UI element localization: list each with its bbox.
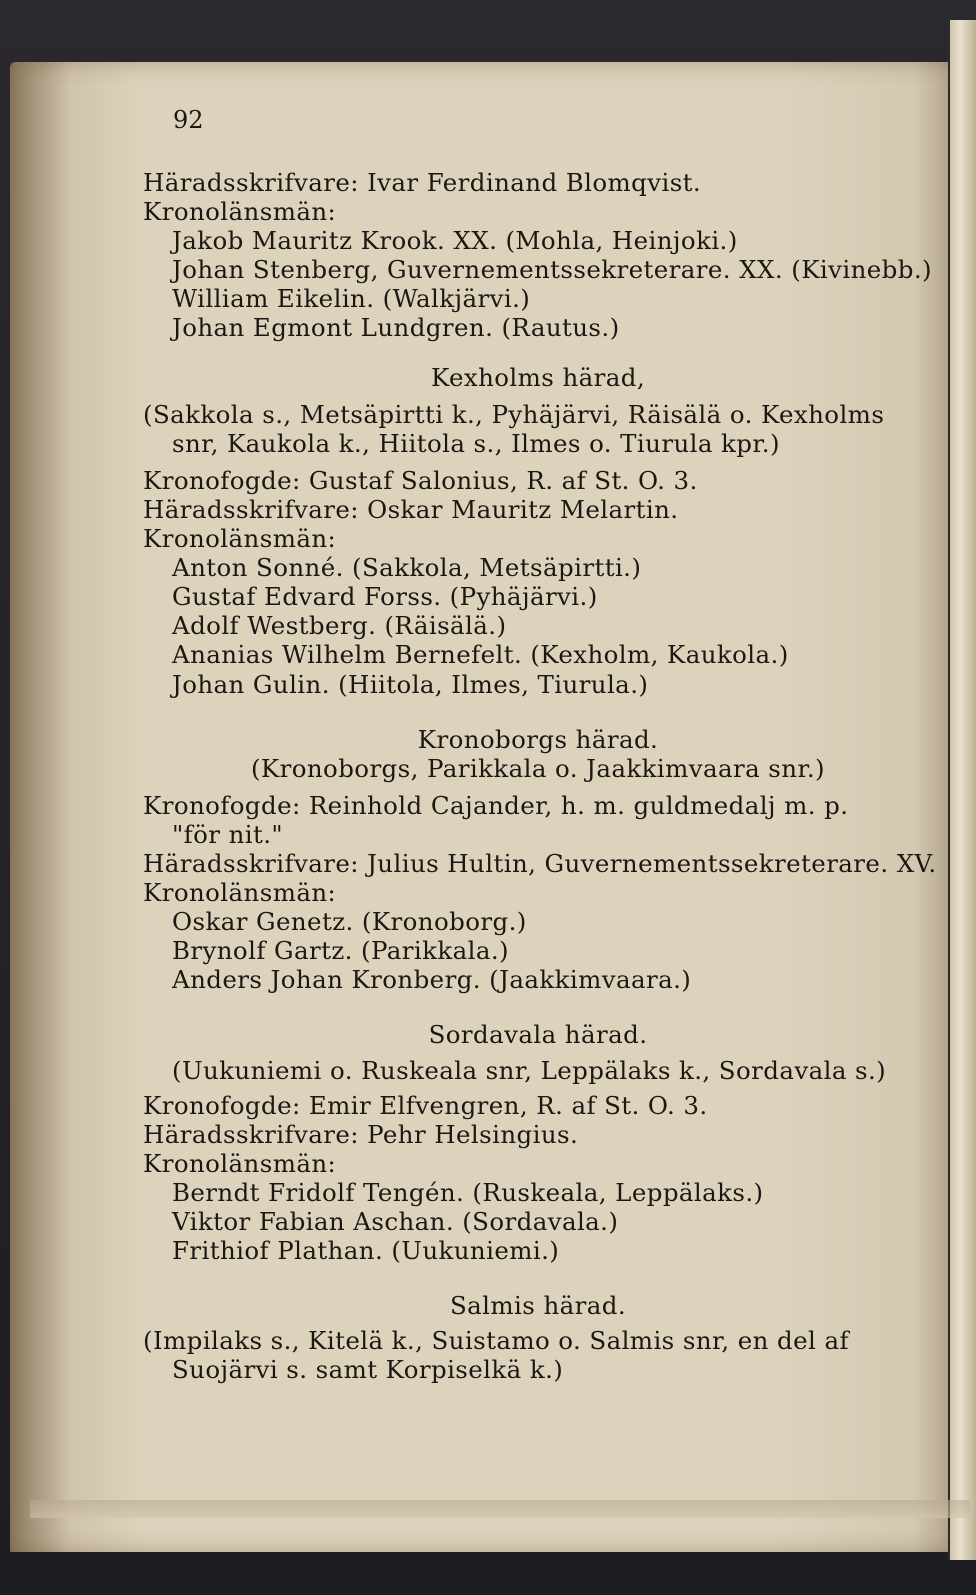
text-line: "för nit." <box>172 819 284 849</box>
text-line: (Sakkola s., Metsäpirtti k., Pyhäjärvi, Räisälä o. Kexholms <box>143 399 885 429</box>
text-line: Johan Stenberg, Guvernementssekreterare. XX. (Kivinebb.) <box>172 255 932 285</box>
text-line: Anders Johan Kronberg. (Jaakkimvaara.) <box>172 965 692 995</box>
page-gutter-shadow <box>10 62 70 1552</box>
page-bottom-edge <box>30 1500 970 1518</box>
text-line: Adolf Westberg. (Räisälä.) <box>172 611 507 641</box>
text-line: Häradsskrifvare: Julius Hultin, Guvernementssekreterare. XV. <box>143 848 937 878</box>
text-line: Häradsskrifvare: Ivar Ferdinand Blomqvist. <box>143 168 702 197</box>
text-line: Johan Gulin. (Hiitola, Ilmes, Tiurula.) <box>172 669 649 699</box>
page-edge <box>948 20 976 1560</box>
text-line: Berndt Fridolf Tengén. (Ruskeala, Leppälaks.) <box>172 1177 764 1207</box>
text-line: Ananias Wilhelm Bernefelt. (Kexholm, Kaukola.) <box>172 640 789 670</box>
text-line: Frithiof Plathan. (Uukuniemi.) <box>172 1236 560 1266</box>
text-line: Kronofogde: Reinhold Cajander, h. m. guldmedalj m. p. <box>143 790 849 820</box>
text-line: Häradsskrifvare: Oskar Mauritz Melartin. <box>143 494 679 524</box>
text-line: Kronolänsmän: <box>143 878 337 908</box>
text-line: Kronofogde: Gustaf Salonius, R. af St. O. 3. <box>143 465 698 495</box>
page-number: 92 <box>173 106 204 134</box>
section-heading: Kexholms härad, <box>430 362 646 392</box>
text-line: Gustaf Edvard Forss. (Pyhäjärvi.) <box>172 582 598 612</box>
text-line: Häradsskrifvare: Pehr Helsingius. <box>143 1119 579 1149</box>
text-line: Jakob Mauritz Krook. XX. (Mohla, Heinjoki.) <box>172 226 738 256</box>
section-heading: Sordavala härad. <box>428 1020 648 1050</box>
text-line: Kronolänsmän: <box>143 524 337 554</box>
page-text <box>143 110 937 1385</box>
section-heading: Salmis härad. <box>449 1291 627 1321</box>
text-line: Brynolf Gartz. (Parikkala.) <box>172 936 509 966</box>
text-line: Kronolänsmän: <box>143 197 337 227</box>
text-line: Kronofogde: Emir Elfvengren, R. af St. O. 3. <box>143 1090 708 1120</box>
text-line: Kronolänsmän: <box>143 1148 337 1178</box>
text-line: Viktor Fabian Aschan. (Sordavala.) <box>172 1207 619 1236</box>
text-line: Oskar Genetz. (Kronoborg.) <box>172 907 527 937</box>
text-line: Suojärvi s. samt Korpiselkä k.) <box>172 1355 564 1385</box>
text-line: snr, Kaukola k., Hiitola s., Ilmes o. Tiurula kpr.) <box>172 428 780 458</box>
text-line: Anton Sonné. (Sakkola, Metsäpirtti.) <box>172 553 642 583</box>
text-line: William Eikelin. (Walkjärvi.) <box>172 284 531 314</box>
text-line: (Uukuniemi o. Ruskeala snr, Leppälaks k., Sordavala s.) <box>172 1055 887 1085</box>
text-line: Johan Egmont Lundgren. (Rautus.) <box>172 313 620 343</box>
text-line: (Impilaks s., Kitelä k., Suistamo o. Salmis snr, en del af <box>143 1326 849 1356</box>
text-line: (Kronoborgs, Parikkala o. Jaakkimvaara snr.) <box>250 753 826 783</box>
section-heading: Kronoborgs härad. <box>417 724 659 754</box>
